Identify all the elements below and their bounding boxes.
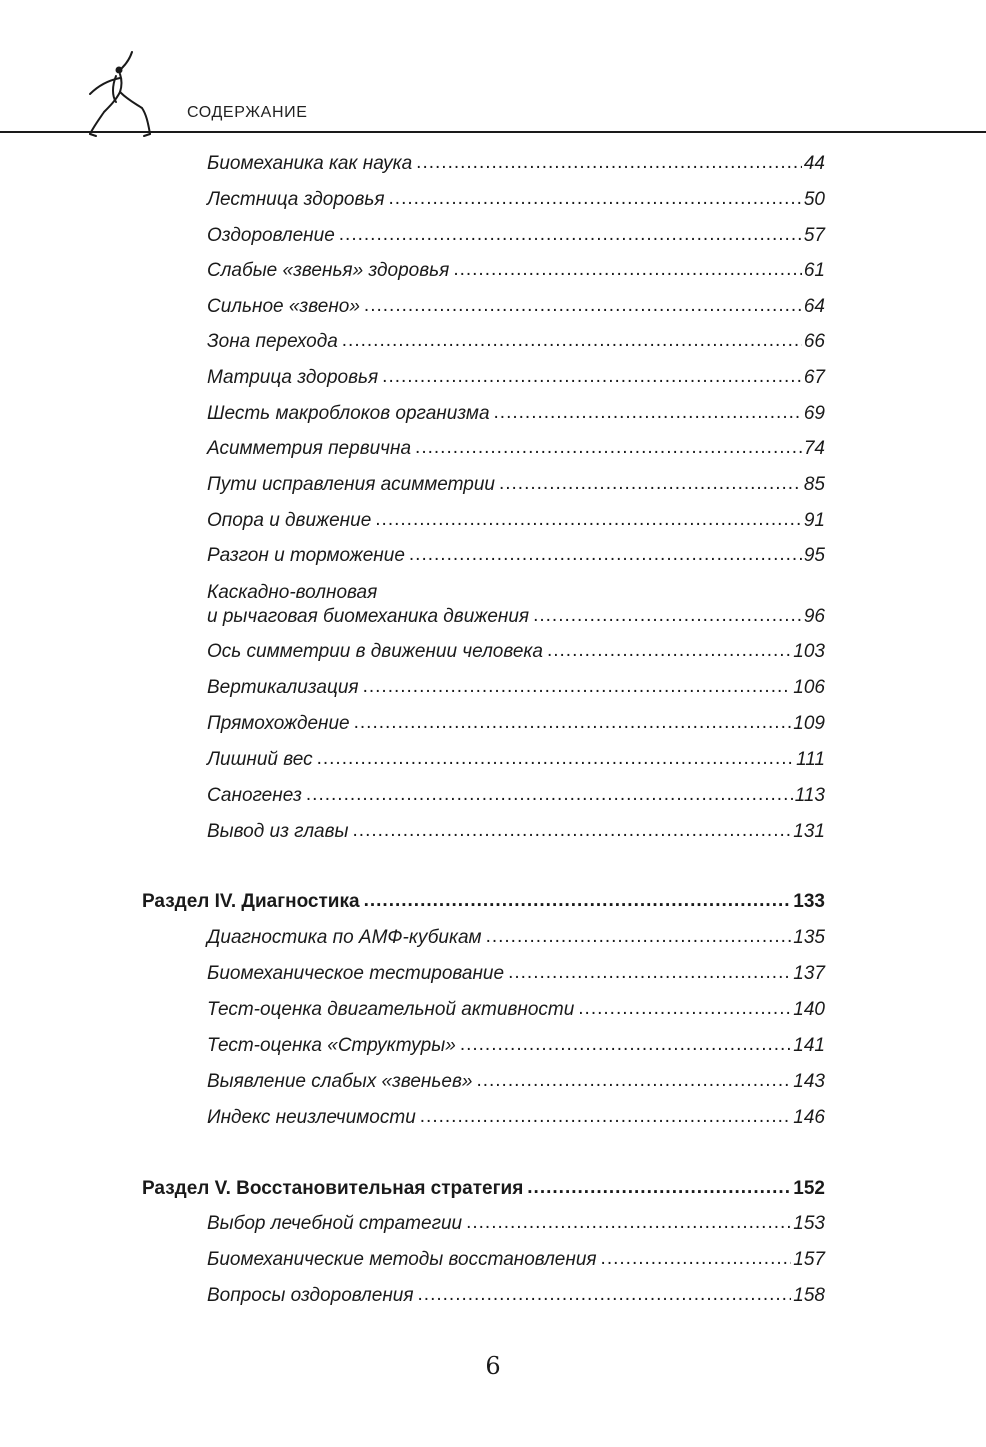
toc-entry-title: Асимметрия первична [207, 438, 412, 459]
dot-leader [375, 518, 802, 528]
dot-leader [416, 161, 802, 171]
page-number: 6 [485, 1352, 501, 1380]
toc-entry-title: Слабые «звенья» здоровья [207, 260, 450, 281]
toc-entry-page: 106 [793, 677, 825, 698]
toc-entry-title: Зона перехода [207, 331, 338, 352]
toc-entry-title: Опора и движение [207, 510, 372, 531]
toc-entry-title: Лишний вес [207, 749, 313, 770]
dot-leader [508, 971, 791, 981]
toc-entry[interactable] [207, 188, 825, 212]
dot-leader [317, 757, 795, 767]
toc-entry-title: Выявление слабых «звеньев» [207, 1071, 473, 1092]
toc-entry-title: Вывод из главы [207, 821, 349, 842]
toc-entry-page: 67 [803, 367, 825, 388]
dot-leader [353, 829, 792, 839]
dot-leader [364, 304, 802, 314]
dot-leader [420, 1115, 792, 1125]
toc-entry-page: 109 [793, 713, 825, 734]
toc-entry-page: 95 [803, 545, 825, 566]
dot-leader [382, 375, 802, 385]
toc-entry-page: 153 [793, 1213, 825, 1234]
toc-entry-title: Ось симметрии в движении человека [207, 641, 543, 662]
dot-leader [601, 1257, 792, 1267]
toc-entry-page: 143 [793, 1071, 825, 1092]
toc-entry-page: 140 [793, 999, 825, 1020]
toc-entry[interactable] [207, 437, 825, 461]
toc-entry-page: 61 [803, 260, 825, 281]
dot-leader [389, 197, 802, 207]
toc-entry-title: Прямохождение [207, 713, 350, 734]
toc-entry-page: 111 [796, 749, 825, 770]
toc-entry-page: 103 [793, 641, 825, 662]
toc-entry-page: 57 [803, 225, 825, 246]
dancer-figure-icon [76, 48, 156, 140]
toc-entry[interactable] [207, 820, 825, 844]
toc-entry-title: Оздоровление [207, 225, 335, 246]
toc-entry-page: 50 [803, 189, 825, 210]
dot-leader [306, 793, 793, 803]
toc-entry-page: 69 [803, 403, 825, 424]
toc-entry-title: Шесть макроблоков организма [207, 403, 490, 424]
dot-leader [547, 649, 791, 659]
toc-entry-page: 91 [803, 510, 825, 531]
toc-entry-page: 135 [793, 927, 825, 948]
toc-entry-page: 131 [793, 821, 825, 842]
toc-entry-title: Вертикализация [207, 677, 359, 698]
toc-entry[interactable] [207, 926, 825, 950]
toc-entry[interactable] [207, 509, 825, 533]
dot-leader [460, 1043, 791, 1053]
toc-entry[interactable] [207, 998, 825, 1022]
toc-entry[interactable] [207, 581, 825, 629]
toc-entry-title: Диагностика по АМФ-кубикам [207, 927, 482, 948]
toc-entry[interactable] [207, 784, 825, 808]
toc-entry-page: 74 [803, 438, 825, 459]
toc-entry-title: Тест-оценка «Структуры» [207, 1035, 456, 1056]
toc-entry[interactable] [207, 544, 825, 568]
toc-entry-page: 85 [803, 474, 825, 495]
toc-entry-title: Биомеханика как наука [207, 153, 413, 174]
dot-leader [494, 411, 802, 421]
toc-entry-title: Саногенез [207, 785, 302, 806]
toc-entry-page: 113 [794, 785, 825, 806]
toc-entry-title: Пути исправления асимметрии [207, 474, 495, 495]
toc-entry[interactable] [207, 295, 825, 319]
toc-entry-page: 133 [793, 891, 825, 912]
dot-leader [354, 721, 792, 731]
toc-entry[interactable] [207, 152, 825, 176]
toc-entry-page: 44 [803, 153, 825, 174]
toc-section-entry[interactable] [142, 890, 825, 914]
toc-entry-title: Биомеханическое тестирование [207, 963, 505, 984]
toc-entry-page: 137 [793, 963, 825, 984]
toc-entry-title: Разгон и торможение [207, 545, 405, 566]
toc-entry[interactable] [207, 712, 825, 736]
toc-entry[interactable] [207, 1248, 825, 1272]
toc-entry-page: 158 [793, 1285, 825, 1306]
dot-leader [364, 899, 792, 909]
toc-entry-title: Тест-оценка двигательной активности [207, 999, 575, 1020]
dot-leader [339, 233, 802, 243]
toc-entry-title: Раздел V. Восстановительная стратегия [142, 1178, 524, 1199]
dot-leader [415, 446, 802, 456]
toc-entry-title: Выбор лечебной стратегии [207, 1213, 463, 1234]
dot-leader [533, 614, 802, 624]
toc-entry[interactable] [207, 1212, 825, 1236]
dot-leader [418, 1293, 792, 1303]
toc-entry[interactable] [207, 366, 825, 390]
toc-entry-page: 141 [793, 1035, 825, 1056]
dot-leader [363, 685, 792, 695]
toc-entry-page: 66 [803, 331, 825, 352]
page-header [0, 0, 986, 140]
toc-entry-page: 96 [803, 606, 825, 627]
toc-entry[interactable] [207, 962, 825, 986]
dot-leader [342, 339, 802, 349]
dot-leader [466, 1221, 791, 1231]
toc-entry[interactable] [207, 473, 825, 497]
header-divider [0, 131, 986, 133]
toc-entry-title: Матрица здоровья [207, 367, 379, 388]
toc-entry-title: Лестница здоровья [207, 189, 385, 210]
dot-leader [476, 1079, 791, 1089]
toc-entry[interactable] [207, 259, 825, 283]
toc-entry[interactable] [207, 1070, 825, 1094]
dot-leader [527, 1186, 791, 1196]
dot-leader [499, 482, 802, 492]
toc-entry-title: Раздел IV. Диагностика [142, 891, 360, 912]
toc-entry-page: 64 [803, 296, 825, 317]
toc-entry-title: Каскадно-волновая и рычаговая биомеханика движения [207, 582, 530, 627]
toc-entry[interactable] [207, 676, 825, 700]
toc-entry[interactable] [207, 402, 825, 426]
dot-leader [409, 553, 802, 563]
dot-leader [578, 1007, 791, 1017]
toc-entry-page: 152 [793, 1178, 825, 1199]
toc-entry[interactable] [207, 330, 825, 354]
toc-entry[interactable] [207, 1284, 825, 1308]
toc-entry-page: 157 [793, 1249, 825, 1270]
toc-entry-title: Вопросы оздоровления [207, 1285, 414, 1306]
toc-entry[interactable] [207, 640, 825, 664]
toc-entry[interactable] [207, 224, 825, 248]
toc-entry-page: 146 [793, 1107, 825, 1128]
toc-entry-title: Биомеханические методы восстановления [207, 1249, 597, 1270]
toc-entry[interactable] [207, 1106, 825, 1130]
dot-leader [453, 268, 802, 278]
toc-entry[interactable] [207, 748, 825, 772]
toc-entry-title: Индекс неизлечимости [207, 1107, 416, 1128]
toc-entry[interactable] [207, 1034, 825, 1058]
toc-section-entry[interactable] [142, 1177, 825, 1201]
toc-entry-title: Сильное «звено» [207, 296, 360, 317]
dot-leader [486, 935, 792, 945]
section-header-title: СОДЕРЖАНИЕ [187, 104, 308, 121]
